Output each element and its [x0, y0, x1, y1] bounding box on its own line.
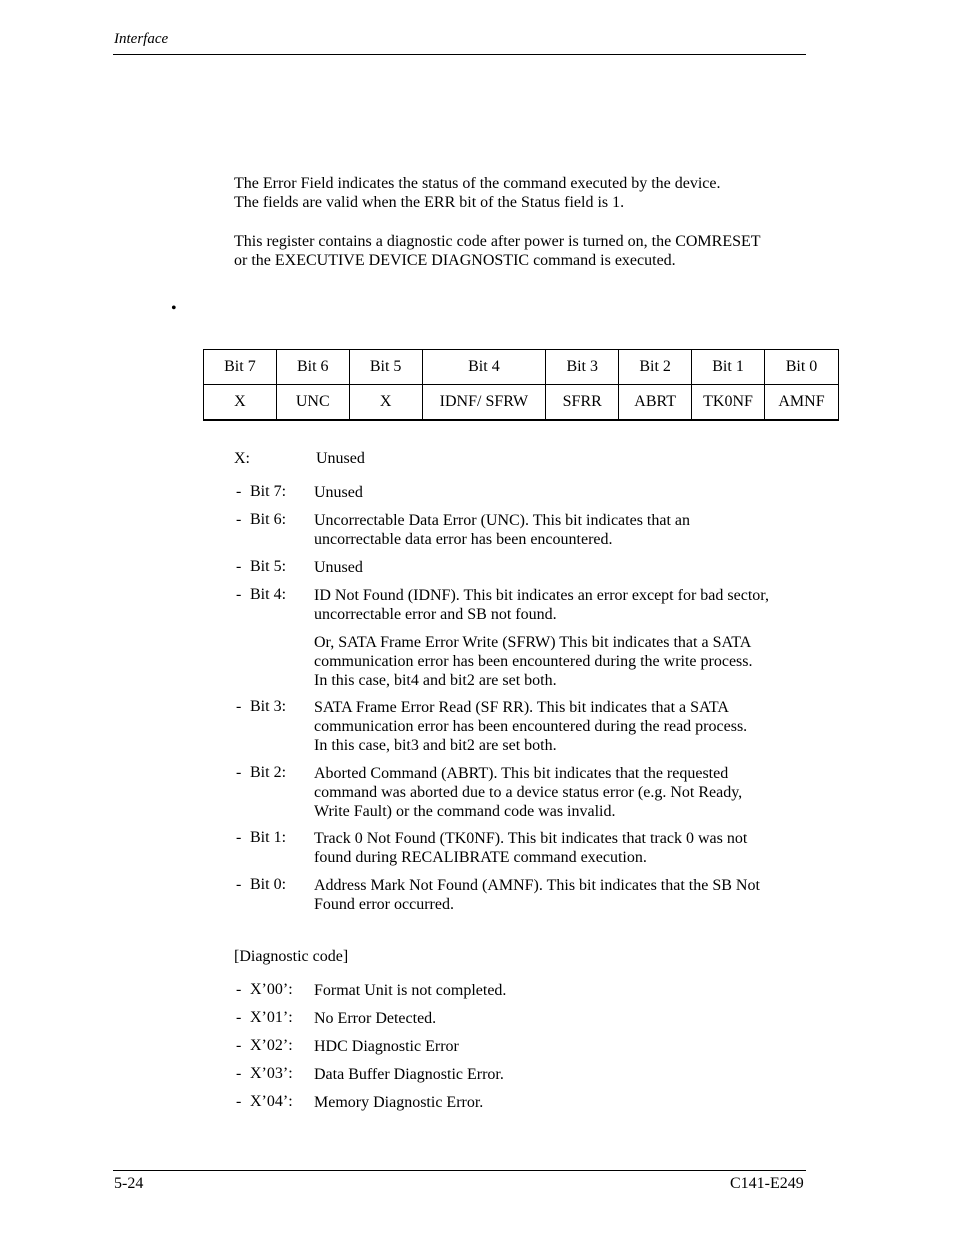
list-dash: - — [236, 698, 242, 715]
description-line: Uncorrectable Data Error (UNC). This bit indicates that an — [314, 512, 691, 529]
legend-value: Unused — [316, 450, 365, 467]
bit-label: Bit 6: — [250, 511, 287, 528]
table-cell: Bit 2 — [619, 350, 692, 385]
description-line: communication error has been encountered during the write process. — [314, 653, 753, 670]
description-line: In this case, bit4 and bit2 are set both. — [314, 672, 557, 689]
intro-line: This register contains a diagnostic code after power is turned on, the COMRESET — [234, 233, 761, 250]
diagnostic-code: X’04’: — [250, 1093, 293, 1110]
bit-description — [314, 511, 690, 549]
description-line: ID Not Found (IDNF). This bit indicates an error except for bad sector, — [314, 587, 769, 604]
list-dash: - — [236, 1037, 242, 1054]
description-line: Track 0 Not Found (TK0NF). This bit indicates that track 0 was not — [314, 830, 748, 847]
bit-description — [314, 698, 747, 755]
running-header: Interface — [114, 31, 169, 47]
bit-label: Bit 5: — [250, 558, 287, 575]
description-line: Found error occurred. — [314, 896, 454, 913]
table-cell: X — [349, 385, 422, 421]
table-cell: Bit 3 — [546, 350, 619, 385]
description-line: Aborted Command (ABRT). This bit indicates that the requested — [314, 765, 729, 782]
table-cell: SFRR — [546, 385, 619, 421]
header-rule — [113, 54, 806, 55]
bit-label: Bit 3: — [250, 698, 287, 715]
description-line: communication error has been encountered during the read process. — [314, 718, 748, 735]
table-row — [204, 385, 839, 421]
table-cell: X — [204, 385, 277, 421]
description-line: uncorrectable data error has been encountered. — [314, 531, 613, 548]
bit-description — [314, 764, 742, 821]
list-dash: - — [236, 1065, 242, 1082]
diagnostic-title: [Diagnostic code] — [234, 948, 349, 965]
intro-line: The fields are valid when the ERR bit of the Status field is 1. — [234, 194, 625, 211]
description-line: Write Fault) or the command code was invalid. — [314, 803, 616, 820]
page-number: 5-24 — [114, 1175, 144, 1192]
footer-rule — [113, 1170, 806, 1171]
diagnostic-description: Memory Diagnostic Error. — [314, 1094, 484, 1111]
diagnostic-code: X’00’: — [250, 981, 293, 998]
description-line: SATA Frame Error Read (SF RR). This bit indicates that a SATA — [314, 699, 729, 716]
bit-description — [314, 483, 363, 502]
legend-key: X: — [234, 450, 250, 467]
table-cell: Bit 4 — [422, 350, 546, 385]
diagnostic-description: Format Unit is not completed. — [314, 982, 507, 999]
list-dash: - — [236, 764, 242, 781]
bit-label: Bit 7: — [250, 483, 287, 500]
table-cell: AMNF — [765, 385, 839, 421]
diagnostic-code: X’03’: — [250, 1065, 293, 1082]
list-dash: - — [236, 1093, 242, 1110]
list-dash: - — [236, 483, 242, 500]
description-line: found during RECALIBRATE command execution. — [314, 849, 647, 866]
intro-line: The Error Field indicates the status of the command executed by the device. — [234, 175, 721, 192]
description-line: Or, SATA Frame Error Write (SFRW) This bit indicates that a SATA — [314, 634, 752, 651]
diagnostic-description: Data Buffer Diagnostic Error. — [314, 1066, 504, 1083]
bit-label: Bit 1: — [250, 829, 287, 846]
bit-description — [314, 876, 760, 914]
table-cell: TK0NF — [692, 385, 765, 421]
bit-description — [314, 586, 769, 624]
diagnostic-code: X’01’: — [250, 1009, 293, 1026]
table-cell: ABRT — [619, 385, 692, 421]
diagnostic-code: X’02’: — [250, 1037, 293, 1054]
bit-label: Bit 2: — [250, 764, 287, 781]
bullet-point: • — [171, 300, 177, 317]
table-cell: UNC — [276, 385, 349, 421]
list-dash: - — [236, 829, 242, 846]
table-cell: Bit 6 — [276, 350, 349, 385]
bit-description — [314, 558, 363, 577]
list-dash: - — [236, 1009, 242, 1026]
table-cell: IDNF/ SFRW — [422, 385, 546, 421]
bit-label: Bit 0: — [250, 876, 287, 893]
description-line: uncorrectable error and SB not found. — [314, 606, 557, 623]
list-dash: - — [236, 586, 242, 603]
error-register-table — [203, 349, 839, 421]
table-cell: Bit 0 — [765, 350, 839, 385]
intro-paragraph-1 — [234, 174, 721, 212]
description-line: In this case, bit3 and bit2 are set both. — [314, 737, 557, 754]
description-line: Unused — [314, 559, 363, 576]
intro-line: or the EXECUTIVE DEVICE DIAGNOSTIC command is executed. — [234, 252, 676, 269]
bit-description — [314, 829, 747, 867]
description-line: command was aborted due to a device status error (e.g. Not Ready, — [314, 784, 743, 801]
bit-label: Bit 4: — [250, 586, 287, 603]
table-cell: Bit 1 — [692, 350, 765, 385]
list-dash: - — [236, 876, 242, 893]
diagnostic-description: HDC Diagnostic Error — [314, 1038, 459, 1055]
list-dash: - — [236, 558, 242, 575]
table-header-row — [204, 350, 839, 385]
diagnostic-description: No Error Detected. — [314, 1010, 437, 1027]
description-line: Address Mark Not Found (AMNF). This bit indicates that the SB Not — [314, 877, 760, 894]
intro-paragraph-2 — [234, 232, 761, 270]
document-id: C141-E249 — [730, 1175, 804, 1192]
table-cell: Bit 7 — [204, 350, 277, 385]
bit-description-continued — [314, 633, 753, 690]
description-line: Unused — [314, 484, 363, 501]
list-dash: - — [236, 981, 242, 998]
list-dash: - — [236, 511, 242, 528]
table-cell: Bit 5 — [349, 350, 422, 385]
